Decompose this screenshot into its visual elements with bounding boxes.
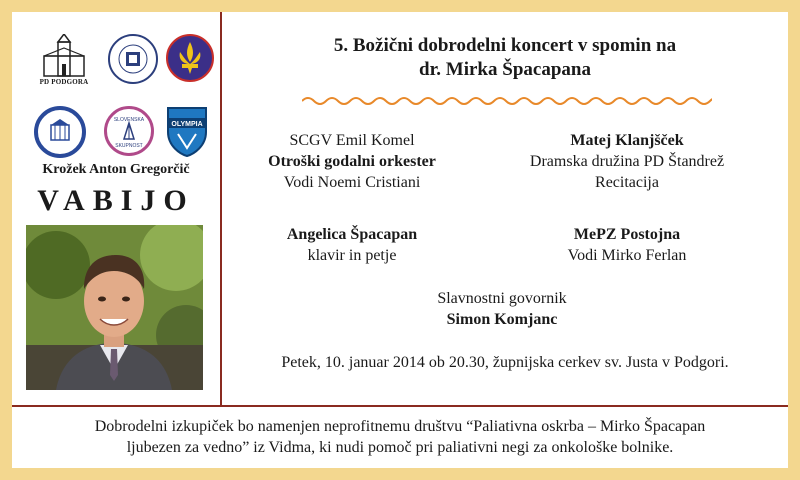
decorative-wave-divider — [302, 94, 712, 108]
music-school-seal-icon — [108, 34, 158, 84]
performer-block-1 — [242, 130, 462, 193]
performer-4-line-2: Vodi Mirko Ferlan — [567, 247, 687, 264]
footer-divider — [12, 405, 788, 407]
organizer-name: Krožek Anton Gregorčič — [42, 162, 190, 177]
invitation-card — [12, 12, 788, 468]
performer-1-line-1: SCGV Emil Komel — [289, 132, 415, 149]
scout-fleur-de-lis-icon — [166, 34, 214, 82]
main-content — [222, 12, 788, 405]
organizer-logos — [30, 30, 210, 162]
speaker-block — [322, 288, 682, 330]
olympia-logo — [164, 104, 210, 163]
performer-4-line-1: MePZ Postojna — [573, 226, 681, 243]
slovenska-skupnost-logo — [104, 106, 154, 156]
church-logo-icon — [34, 34, 94, 86]
performer-2-line-2: Dramska družina PD Štandrež — [529, 153, 725, 170]
event-date-location: Petek, 10. januar 2014 ob 20.30, župnijska cerkev sv. Justa v Podgori. — [281, 354, 729, 371]
ss-label-bottom: SKUPNOST — [115, 143, 143, 149]
performer-3-line-1: Angelica Špacapan — [286, 226, 418, 243]
charity-note — [22, 416, 778, 458]
concert-title-line1: 5. Božični dobrodelni koncert v spomin na — [333, 35, 677, 56]
performer-1-line-3: Vodi Noemi Cristiani — [283, 174, 421, 191]
ss-label-top: SLOVENSKA — [113, 117, 145, 123]
performer-block-4 — [492, 224, 762, 266]
church-logo-label: PD PODGORA — [39, 78, 89, 86]
performer-block-3 — [242, 224, 462, 266]
performer-2-line-3: Recitacija — [595, 174, 659, 191]
performer-1-line-2: Otroški godalni orkester — [268, 153, 436, 170]
charity-note-line1: Dobrodelni izkupiček bo namenjen neprofitnemu društvu “Paliativna oskrba – Mirko Špacapan — [94, 418, 706, 435]
speaker-role: Slavnostni govornik — [437, 290, 567, 307]
performer-block-2 — [492, 130, 762, 193]
concert-title — [222, 34, 788, 82]
performer-3-line-2: klavir in petje — [307, 247, 397, 264]
speaker-portrait-photo — [26, 225, 203, 390]
cultural-society-seal-icon — [34, 106, 86, 158]
invite-heading: VABIJO — [37, 184, 195, 217]
performer-2-line-1: Matej Klanjšček — [570, 132, 684, 149]
sidebar — [12, 12, 222, 405]
concert-title-line2: dr. Mirka Špacapana — [419, 59, 591, 80]
speaker-name: Simon Komjanc — [446, 311, 558, 328]
olympia-label: OLYMPIA — [171, 121, 203, 128]
charity-note-line2: ljubezen za vedno” iz Vidma, ki nudi pomoč pri paliativni negi za onkološke bolnike. — [126, 439, 674, 456]
